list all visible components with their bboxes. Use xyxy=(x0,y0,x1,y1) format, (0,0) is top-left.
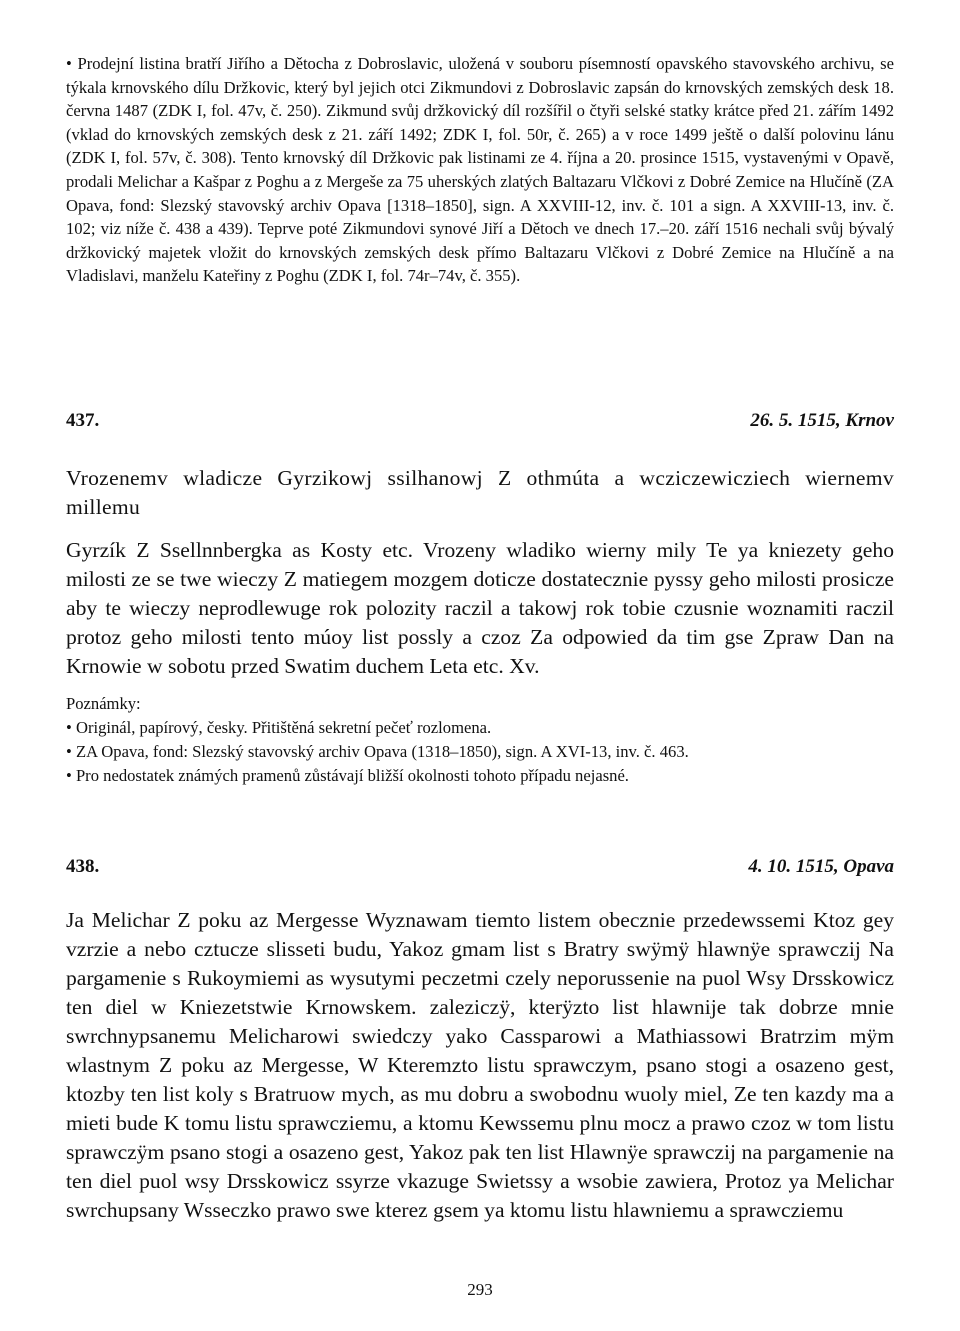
note-item: • Pro nedostatek známých pramenů zůstávají bližší okolnosti tohoto případu nejasné. xyxy=(66,766,629,785)
entry-437-address: Vrozenemv wladicze Gyrzikowj ssilhanowj Z othmúta a wcziczewicziech wiernemv millemu xyxy=(66,466,894,519)
entry-number: 437. xyxy=(66,410,100,431)
entry-437-notes xyxy=(66,692,894,788)
note-item: • ZA Opava, fond: Slezský stavovský archiv Opava (1318–1850), sign. A XVI-13, inv. č. 463. xyxy=(66,742,689,761)
entry-437-text: Gyrzík Z Ssellnnbergka as Kosty etc. Vrozeny wladiko wierny mily Te ya kniezety geho milosti ze se twe wieczy Z matiegem mozgem doticze dostatecznie pyssy geho milosti prosicze aby te wieczy neprodlewuge rok polozity raczil a takowj rok tobie czusnie woznamiti raczil protoz geho milosti tento múoy list possly a czoz Za odpowied da tim gse Zpraw Dan na Krnowie w sobotu przed Swatim duchem Leta etc. Xv. xyxy=(66,538,894,678)
intro-note-text: • Prodejní listina bratří Jiřího a Dětocha z Dobroslavic, uložená v souboru písemností opavského stavovského archivu, se týkala krnovského dílu Držkovic, který byl jejich otci Zikmundovi z Dobroslavic zapsán do krnovských zemských desk 18. června 1487 (ZDK I, fol. 47v, č. 250). Zikmund svůj držkovický díl rozšířil o čtyři selské statky krátce před 21. zářím 1492 (vklad do krnovských zemských desk z 21. září 1492; ZDK I, fol. 50r, č. 265) a v roce 1499 ještě o další polovinu lánu (ZDK I, fol. 57v, č. 308). Tento krnovský díl Držkovic pak listinami ze 4. října a 20. prosince 1515, vystavenými v Opavě, prodali Melichar a Kašpar z Poghu a z Mergeše za 75 uherských zlatých Baltazaru Vlčkovi z Dobré Zemice na Hlučíně (ZA Opava, fond: Slezský stavovský archiv Opava [1318–1850], sign. A XXVIII-12, inv. č. 101 a sign. A XXVIII-13, inv. č. 102; viz níže č. 438 a 439). Teprve poté Zikmundovi synové Jiří a Dětoch ve dnech 17.–20. září 1516 nechali svůj bývalý držkovický majetek vložit do krnovských zemských desk přímo Baltazaru Vlčkovi z Dobré Zemice na Hlučíně a na Vladislavi, manželu Kateřiny z Poghu (ZDK I, fol. 74r–74v, č. 355). xyxy=(66,54,894,286)
intro-note xyxy=(66,52,894,288)
entry-438-text: Ja Melichar Z poku az Mergesse Wyznawam tiemto listem obecznie przedewssemi Ktoz gey vzrzie a nebo cztucze slisseti budu, Yakoz gmam list s Bratry swÿmÿ hlawnÿe sprawczij Na pargamenie s Rukoymiemi as wysutymi peczetmi czely neporussenie na puol Wsy Drsskowicz ten diel w Kniezetstwie Krnowskem. zaleziczÿ, kterÿzto list hlawnije tak dobrze mnie swrchnypsanemu Melicharowi swiedczy yako Cassparowi a Mathiassowi Bratrzim mÿm wlastnym Z poku az Mergesse, W Kteremzto listu sprawczym, psano stogi a osazeno gest, ktozby ten list koly s Bratruow mych, as mu dobru a swobodnu wuoly miel, Ze ten kazdy ma a mieti bude K tomu listu sprawcziemu, a ktomu Kewssemu plnu mocz a prawo czoz w tom listu sprawczÿm psano stogi a osazeno gest, Yakoz pak ten list Hlawnÿe sprawczij na pargamenie na ten diel puol wsy Drsskowicz ssyrze vkazuge Swietssy a wsobie zawiera, Protoz ya Melichar swrchupsany Wsseczko prawo swe kterez gsem ya ktomu listu hlawniemu a sprawcziemu xyxy=(66,908,894,1222)
entry-date-place: 4. 10. 1515, Opava xyxy=(748,856,894,877)
note-item: • Originál, papírový, česky. Přitištěná sekretní pečeť rozlomena. xyxy=(66,718,492,737)
entry-date-place: 26. 5. 1515, Krnov xyxy=(750,410,894,431)
entry-438-header xyxy=(66,856,894,886)
entry-number: 438. xyxy=(66,856,100,877)
page-number: 293 xyxy=(467,1280,493,1299)
entry-437-header xyxy=(66,410,894,440)
notes-title: Poznámky: xyxy=(66,694,141,713)
